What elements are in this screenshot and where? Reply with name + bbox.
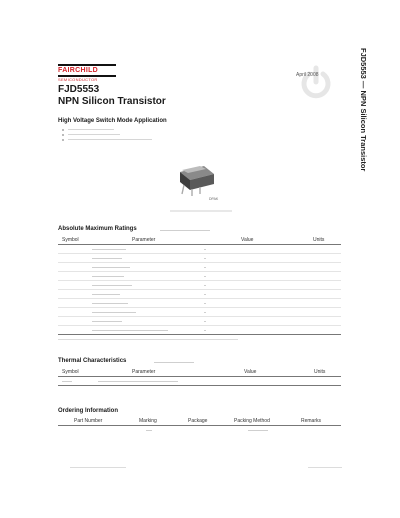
- logo-sub-text: SEMICONDUCTOR: [58, 77, 98, 82]
- package-label: DPAK: [209, 197, 219, 201]
- ratings-footnote: [58, 339, 238, 340]
- col-value: Value: [241, 237, 254, 243]
- list-item: [62, 137, 152, 142]
- fairchild-logo: [58, 64, 116, 82]
- col-remarks: Remarks: [301, 418, 322, 424]
- side-title: [356, 48, 370, 208]
- col-units: Units: [313, 237, 325, 243]
- col-marking: Marking: [139, 418, 157, 424]
- ratings-heading: Absolute Maximum Ratings: [58, 226, 137, 232]
- ratings-header-row: [58, 236, 341, 245]
- copyright-footer: [70, 467, 126, 468]
- logo-brand-text: FAIRCHILD: [58, 67, 99, 74]
- thermal-heading: Thermal Characteristics: [58, 358, 127, 364]
- power-icon: [296, 62, 336, 102]
- ratings-table: [58, 236, 341, 335]
- thermal-note: [154, 362, 194, 363]
- table-row: [58, 317, 341, 326]
- col-units: Units: [314, 369, 326, 375]
- col-symbol: Symbol: [62, 369, 79, 375]
- application-heading: High Voltage Switch Mode Application: [58, 118, 167, 124]
- table-row: [58, 377, 341, 386]
- table-row: [58, 263, 341, 272]
- thermal-header-row: [58, 368, 341, 377]
- revision-footer: [308, 467, 342, 468]
- col-parameter: Parameter: [132, 369, 156, 375]
- ordering-table: [58, 417, 341, 434]
- table-row: [58, 254, 341, 263]
- col-parameter: Parameter: [132, 237, 156, 243]
- table-row: [58, 290, 341, 299]
- col-packing-method: Packing Method: [234, 418, 270, 424]
- document-date: April 2008: [296, 72, 319, 78]
- table-row: [58, 308, 341, 317]
- feature-list: [62, 127, 152, 142]
- part-number-title: FJD5553: [58, 84, 100, 95]
- ordering-header-row: [58, 417, 341, 426]
- col-value: Value: [244, 369, 257, 375]
- table-row: [58, 299, 341, 308]
- col-package: Package: [188, 418, 208, 424]
- thermal-table: [58, 368, 341, 386]
- col-part-number: Part Number: [74, 418, 103, 424]
- col-symbol: Symbol: [62, 237, 79, 243]
- side-title-text: FJD5553 — NPN Silicon Transistor: [359, 48, 368, 172]
- table-row: [58, 281, 341, 290]
- table-row: [58, 426, 341, 434]
- table-row: [58, 326, 341, 335]
- ratings-note: [160, 230, 210, 231]
- dpak-package-icon: [170, 160, 240, 216]
- ordering-heading: Ordering Information: [58, 408, 118, 414]
- table-row: [58, 245, 341, 254]
- table-row: [58, 272, 341, 281]
- device-description-title: NPN Silicon Transistor: [58, 96, 166, 107]
